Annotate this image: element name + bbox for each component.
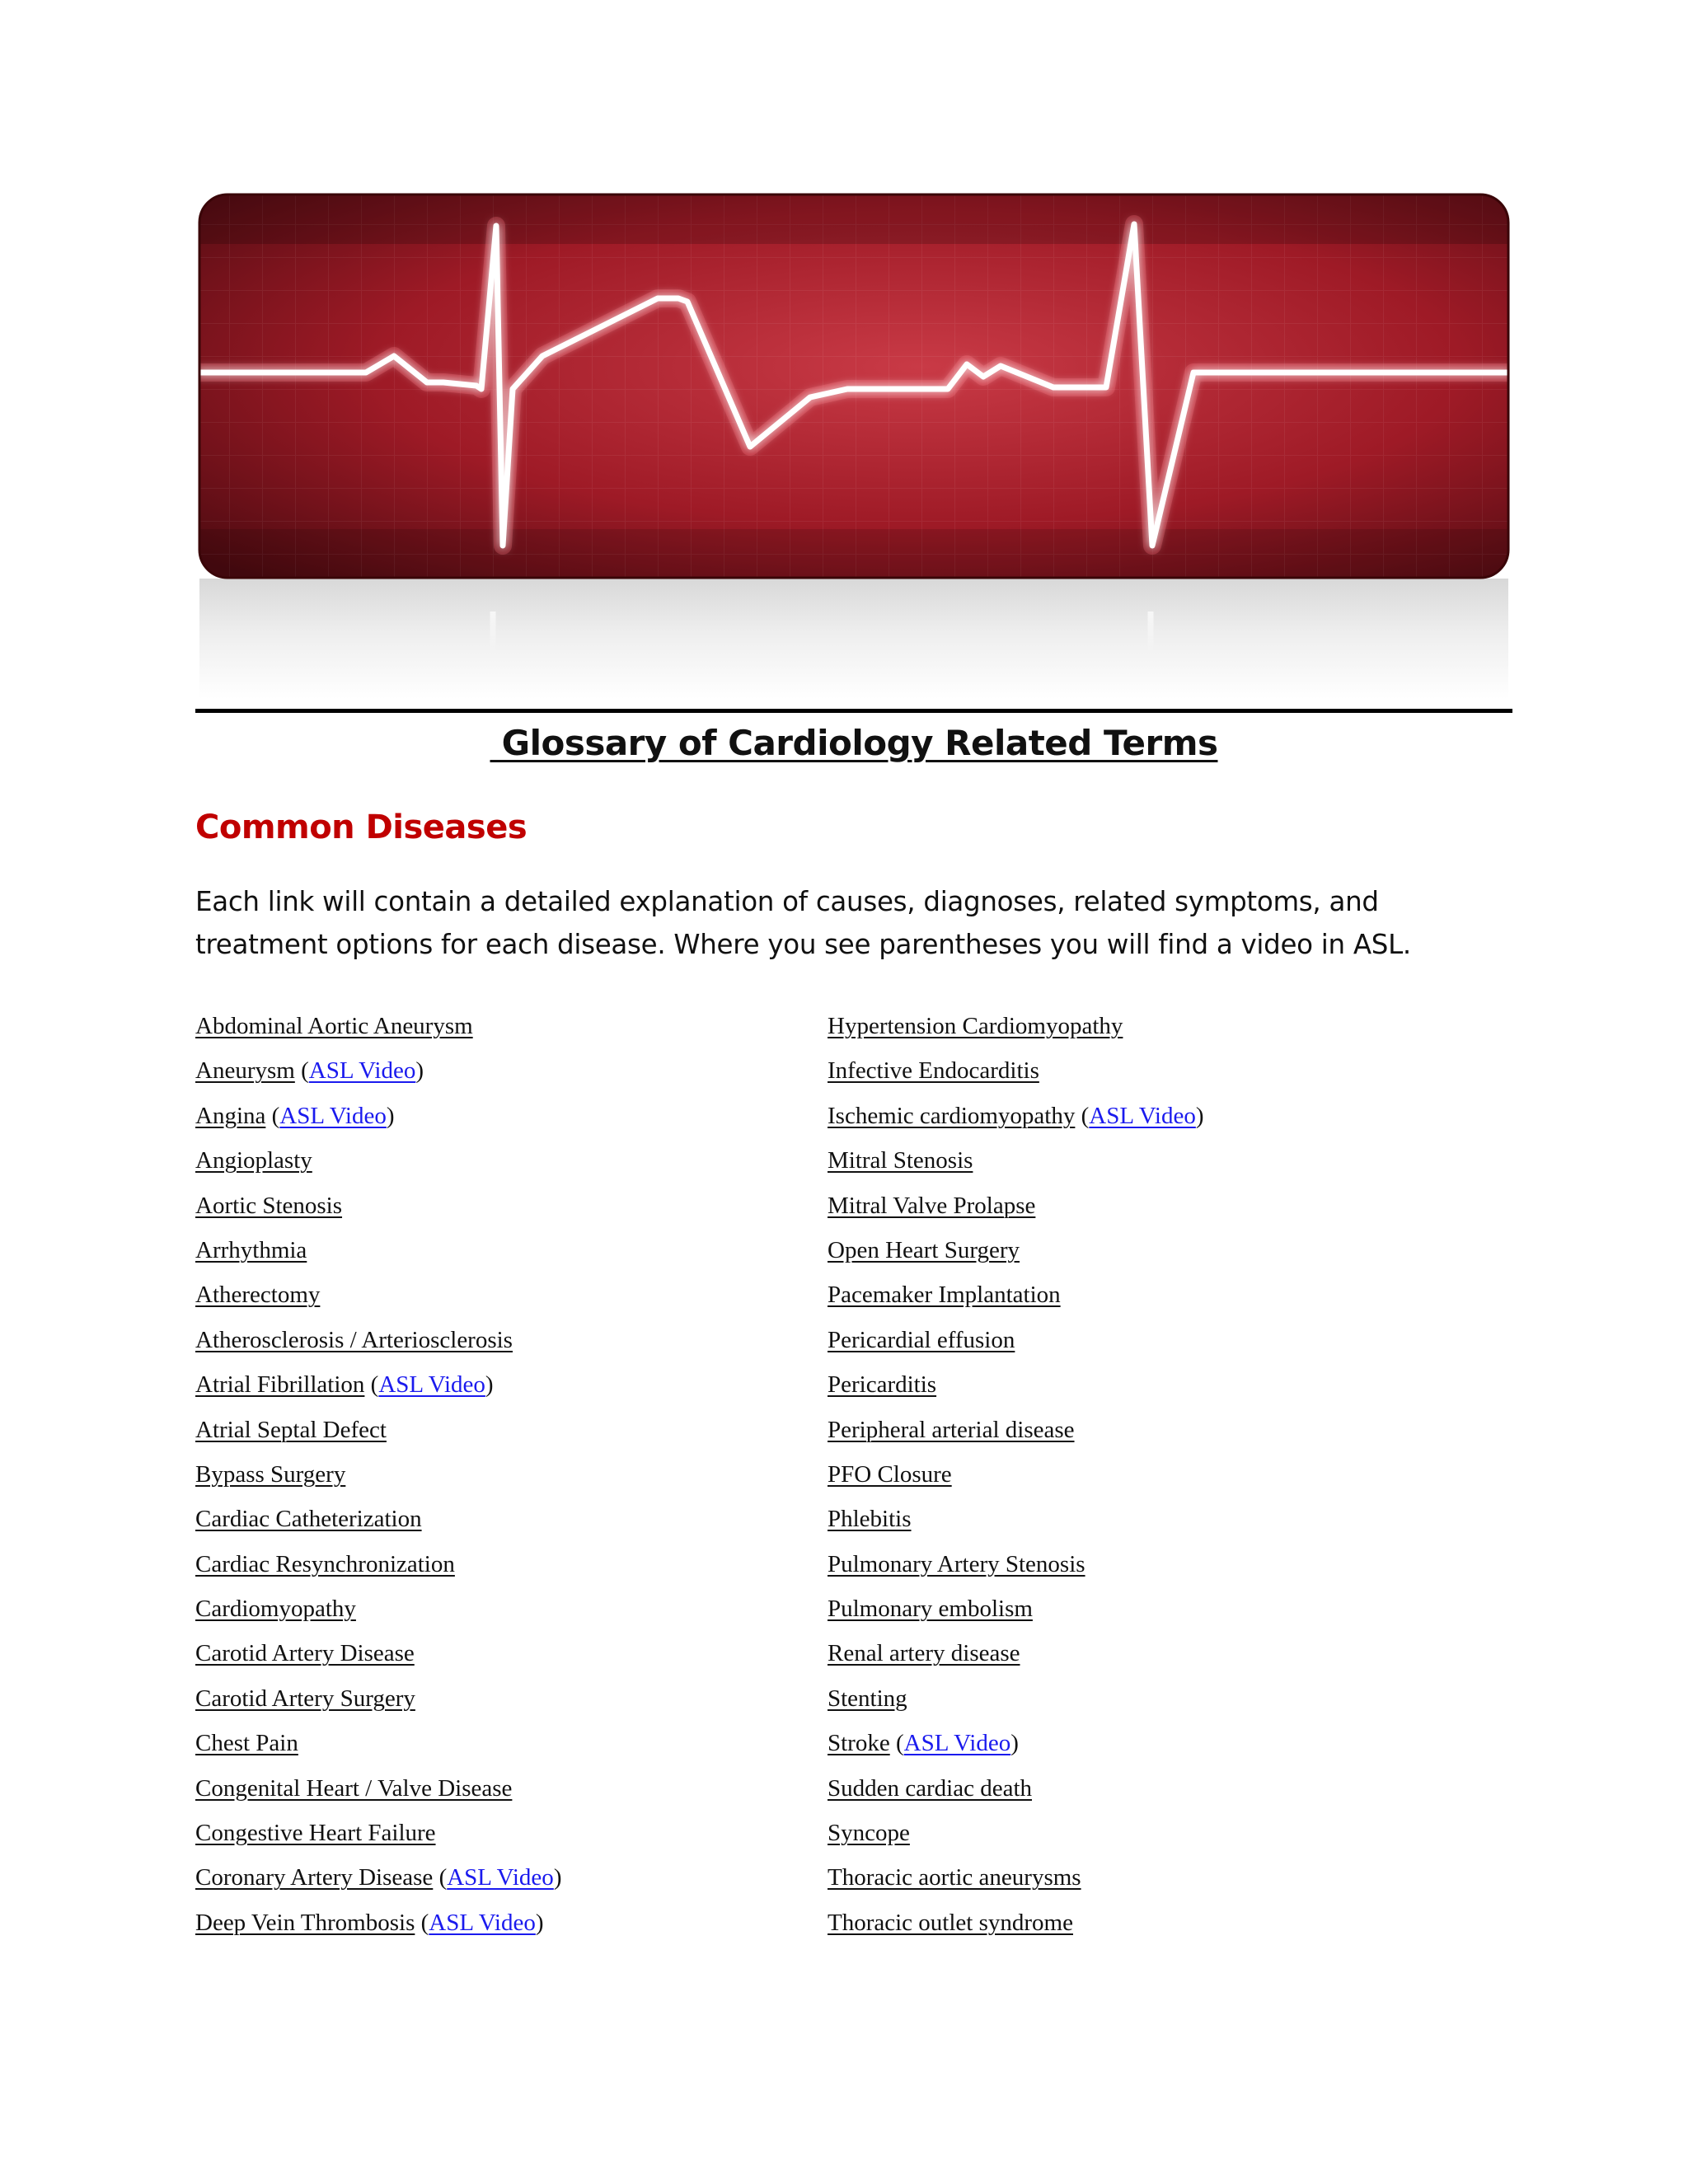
term-link-cardiac-resynchronization[interactable]: Cardiac Resynchronization [195, 1550, 455, 1577]
term-link-atherectomy[interactable]: Atherectomy [195, 1282, 321, 1309]
asl-video-link[interactable]: ASL Video [378, 1371, 485, 1399]
asl-video-link[interactable]: ASL Video [903, 1730, 1011, 1757]
asl-paren-close: ) [1195, 1102, 1204, 1129]
list-item [195, 1362, 822, 1407]
asl-paren-open: ( [415, 1909, 429, 1936]
term-link-carotid-artery-surgery[interactable]: Carotid Artery Surgery [195, 1685, 415, 1712]
list-item [195, 1766, 822, 1811]
list-item [828, 1004, 1503, 1048]
term-link-infective-endocarditis[interactable]: Infective Endocarditis [828, 1057, 1039, 1085]
list-item [828, 1362, 1503, 1407]
list-item [828, 1318, 1503, 1362]
term-link-cardiac-catheterization[interactable]: Cardiac Catheterization [195, 1506, 422, 1533]
term-link-mitral-stenosis[interactable]: Mitral Stenosis [828, 1147, 973, 1174]
term-link-cardiomyopathy[interactable]: Cardiomyopathy [195, 1596, 356, 1623]
asl-paren-close: ) [386, 1102, 395, 1129]
list-item [828, 1272, 1503, 1317]
asl-video-link[interactable]: ASL Video [429, 1909, 536, 1936]
term-link-sudden-cardiac-death[interactable]: Sudden cardiac death [828, 1774, 1033, 1802]
list-item [828, 1048, 1503, 1093]
terms-list-right [828, 1004, 1503, 1945]
list-item [195, 1586, 822, 1631]
term-link-renal-artery-disease[interactable]: Renal artery disease [828, 1640, 1020, 1667]
list-item [828, 1811, 1503, 1855]
list-item [195, 1272, 822, 1317]
term-link-chest-pain[interactable]: Chest Pain [195, 1730, 298, 1757]
term-link-deep-vein-thrombosis[interactable]: Deep Vein Thrombosis [195, 1909, 415, 1936]
term-link-angioplasty[interactable]: Angioplasty [195, 1147, 312, 1174]
list-item [195, 1408, 822, 1452]
list-item [195, 1094, 822, 1138]
asl-paren-close: ) [485, 1371, 494, 1399]
list-item [195, 1631, 822, 1675]
list-item [195, 1183, 822, 1228]
list-item [828, 1183, 1503, 1228]
list-item [828, 1408, 1503, 1452]
term-link-phlebitis[interactable]: Phlebitis [828, 1506, 912, 1533]
asl-paren-close: ) [553, 1864, 562, 1891]
term-link-peripheral-arterial-disease[interactable]: Peripheral arterial disease [828, 1416, 1075, 1443]
list-item [828, 1855, 1503, 1900]
list-item [195, 1900, 822, 1945]
asl-paren-open: ( [265, 1102, 280, 1129]
list-item [828, 1497, 1503, 1541]
list-item [828, 1228, 1503, 1272]
asl-paren-close: ) [535, 1909, 544, 1936]
term-link-aneurysm[interactable]: Aneurysm [195, 1057, 295, 1085]
term-link-congestive-heart-failure[interactable]: Congestive Heart Failure [195, 1820, 436, 1847]
asl-paren-close: ) [415, 1057, 424, 1085]
list-item [195, 1497, 822, 1541]
term-link-syncope[interactable]: Syncope [828, 1820, 910, 1847]
term-link-arrhythmia[interactable]: Arrhythmia [195, 1236, 307, 1263]
terms-list-left [195, 1004, 822, 1945]
list-item [828, 1900, 1503, 1945]
asl-video-link[interactable]: ASL Video [447, 1864, 554, 1891]
asl-paren-open: ( [889, 1730, 904, 1757]
term-link-ischemic-cardiomyopathy[interactable]: Ischemic cardiomyopathy [828, 1102, 1076, 1129]
asl-video-link[interactable]: ASL Video [308, 1057, 416, 1085]
term-link-pulmonary-embolism[interactable]: Pulmonary embolism [828, 1596, 1033, 1623]
term-link-pfo-closure[interactable]: PFO Closure [828, 1460, 952, 1488]
term-link-pulmonary-artery-stenosis[interactable]: Pulmonary Artery Stenosis [828, 1550, 1085, 1577]
term-link-atrial-fibrillation[interactable]: Atrial Fibrillation [195, 1371, 365, 1399]
term-link-open-heart-surgery[interactable]: Open Heart Surgery [828, 1236, 1020, 1263]
list-item [195, 1452, 822, 1497]
list-item [195, 1004, 822, 1048]
asl-paren-open: ( [433, 1864, 448, 1891]
list-item [828, 1138, 1503, 1183]
term-link-bypass-surgery[interactable]: Bypass Surgery [195, 1460, 346, 1488]
asl-paren-open: ( [1075, 1102, 1090, 1129]
asl-video-link[interactable]: ASL Video [279, 1102, 387, 1129]
term-link-pericarditis[interactable]: Pericarditis [828, 1371, 937, 1399]
list-item [195, 1721, 822, 1765]
title-divider [195, 709, 1512, 713]
term-link-pericardial-effusion[interactable]: Pericardial effusion [828, 1326, 1015, 1353]
list-item [828, 1094, 1503, 1138]
term-link-abdominal-aortic-aneurysm[interactable]: Abdominal Aortic Aneurysm [195, 1013, 473, 1039]
term-link-congenital-heart-valve-disease[interactable]: Congenital Heart / Valve Disease [195, 1774, 513, 1802]
heartbeat-ecg-banner-icon [196, 191, 1512, 699]
term-link-carotid-artery-disease[interactable]: Carotid Artery Disease [195, 1640, 415, 1667]
list-item [828, 1542, 1503, 1586]
term-link-pacemaker-implantation[interactable]: Pacemaker Implantation [828, 1282, 1061, 1309]
list-item [195, 1138, 822, 1183]
list-item [195, 1318, 822, 1362]
term-link-hypertension-cardiomyopathy[interactable]: Hypertension Cardiomyopathy [828, 1013, 1123, 1039]
list-item [828, 1676, 1503, 1721]
intro-paragraph: Each link will contain a detailed explanation of causes, diagnoses, related symptoms, and treatment options for each disease. Where you see parentheses you will find a video in ASL. [195, 886, 1411, 960]
term-link-thoracic-aortic-aneurysms[interactable]: Thoracic aortic aneurysms [828, 1864, 1081, 1891]
list-item [828, 1631, 1503, 1675]
list-item [828, 1452, 1503, 1497]
section-heading: Common Diseases [195, 808, 528, 846]
list-item [195, 1811, 822, 1855]
list-item [195, 1676, 822, 1721]
term-link-coronary-artery-disease[interactable]: Coronary Artery Disease [195, 1864, 434, 1891]
list-item [828, 1766, 1503, 1811]
term-link-stroke[interactable]: Stroke [828, 1730, 890, 1757]
asl-paren-close: ) [1010, 1730, 1019, 1757]
asl-video-link[interactable]: ASL Video [1089, 1102, 1196, 1129]
asl-paren-open: ( [364, 1371, 379, 1399]
term-link-mitral-valve-prolapse[interactable]: Mitral Valve Prolapse [828, 1192, 1036, 1219]
list-item [828, 1721, 1503, 1765]
list-item [195, 1048, 822, 1093]
term-link-thoracic-outlet-syndrome[interactable]: Thoracic outlet syndrome [828, 1909, 1073, 1936]
term-link-atrial-septal-defect[interactable]: Atrial Septal Defect [195, 1416, 387, 1443]
term-link-stenting[interactable]: Stenting [828, 1685, 907, 1712]
list-item [195, 1542, 822, 1586]
list-item [828, 1586, 1503, 1631]
term-link-aortic-stenosis[interactable]: Aortic Stenosis [195, 1192, 343, 1219]
list-item [195, 1855, 822, 1900]
list-item [195, 1228, 822, 1272]
asl-paren-open: ( [294, 1057, 309, 1085]
page-title: Glossary of Cardiology Related Terms [490, 723, 1218, 763]
term-link-atherosclerosis-arteriosclerosis[interactable]: Atherosclerosis / Arteriosclerosis [195, 1326, 513, 1353]
term-link-angina[interactable]: Angina [195, 1102, 266, 1129]
